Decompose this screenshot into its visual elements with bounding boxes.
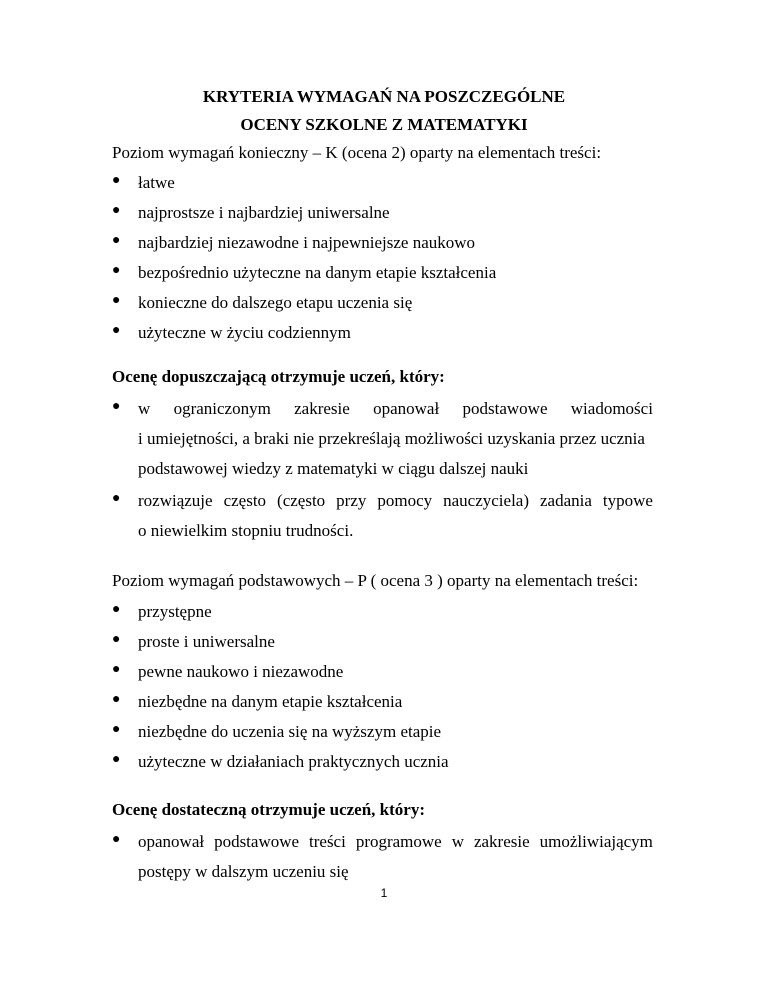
list-item-text-line-1 [138, 832, 653, 852]
bullet-icon: ● [112, 602, 121, 617]
bullet-icon: ● [112, 662, 121, 677]
section-3-heading: Poziom wymagań podstawowych – P ( ocena 3 ) oparty na elementach treści: [112, 571, 639, 590]
word: rozwiązuje [138, 491, 213, 510]
section-1-heading: Poziom wymagań konieczny – K (ocena 2) oparty na elementach treści: [112, 143, 602, 162]
list-item-text: niezbędne do uczenia się na wyższym etapie [138, 722, 442, 741]
word: zadania [540, 491, 592, 510]
bullet-icon: ● [112, 692, 121, 707]
list-item-text: użyteczne w życiu codziennym [138, 323, 351, 342]
list-item-text: przystępne [138, 602, 212, 621]
word: w [138, 399, 151, 418]
word: w [451, 832, 464, 851]
word: opanował [138, 832, 205, 851]
section-2-heading: Ocenę dopuszczającą otrzymuje uczeń, który: [112, 367, 445, 386]
bullet-icon: ● [112, 173, 121, 188]
word: przy [336, 491, 367, 510]
bullet-icon: ● [112, 491, 121, 506]
bullet-icon: ● [112, 752, 121, 767]
list-item-text: proste i uniwersalne [138, 632, 275, 651]
list-item-text: niezbędne na danym etapie kształcenia [138, 692, 403, 711]
list-item-text: bezpośrednio użyteczne na danym etapie kształcenia [138, 263, 497, 282]
bullet-icon: ● [112, 399, 121, 414]
word: nauczyciela) [443, 491, 530, 510]
list-item-text: pewne naukowo i niezawodne [138, 662, 344, 681]
list-item-text-line-1 [138, 399, 653, 419]
word: programowe [355, 832, 442, 851]
word: ograniczonym [173, 399, 271, 418]
list-item-text: użyteczne w działaniach praktycznych ucznia [138, 752, 449, 771]
list-item-text-line-2: o niewielkim stopniu trudności. [138, 521, 354, 540]
bullet-icon: ● [112, 323, 121, 338]
bullet-icon: ● [112, 832, 121, 847]
list-item-text-line-2: postępy w dalszym uczeniu się [138, 862, 349, 881]
bullet-icon: ● [112, 263, 121, 278]
page-number: 1 [380, 886, 388, 900]
list-item-text: najprostsze i najbardziej uniwersalne [138, 203, 390, 222]
bullet-icon: ● [112, 722, 121, 737]
word: podstawowe [462, 399, 548, 418]
word: typowe [602, 491, 653, 510]
bullet-icon: ● [112, 293, 121, 308]
word: treści [309, 832, 346, 851]
word: podstawowe [214, 832, 300, 851]
word: zakresie [473, 832, 530, 851]
list-item-text-line-1 [138, 491, 653, 511]
list-item-text-line-3: podstawowej wiedzy z matematyki w ciągu dalszej nauki [138, 459, 529, 478]
list-item-text: najbardziej niezawodne i najpewniejsze naukowo [138, 233, 476, 252]
word: umożliwiającym [539, 832, 653, 851]
word: (często [277, 491, 326, 510]
word: opanował [373, 399, 440, 418]
list-item-text-line-2: i umiejętności, a braki nie przekreślają możliwości uzyskania przez ucznia [138, 429, 645, 448]
bullet-icon: ● [112, 203, 121, 218]
word: pomocy [377, 491, 433, 510]
bullet-icon: ● [112, 632, 121, 647]
section-4-heading: Ocenę dostateczną otrzymuje uczeń, który: [112, 800, 425, 819]
list-item-text: łatwe [138, 173, 175, 192]
list-item-text: konieczne do dalszego etapu uczenia się [138, 293, 413, 312]
document-title-line-2: OCENY SZKOLNE Z MATEMATYKI [240, 115, 528, 134]
word: wiadomości [570, 399, 653, 418]
document-title-line-1: KRYTERIA WYMAGAŃ NA POSZCZEGÓLNE [202, 87, 566, 106]
word: często [223, 491, 267, 510]
bullet-icon: ● [112, 233, 121, 248]
word: zakresie [294, 399, 350, 418]
